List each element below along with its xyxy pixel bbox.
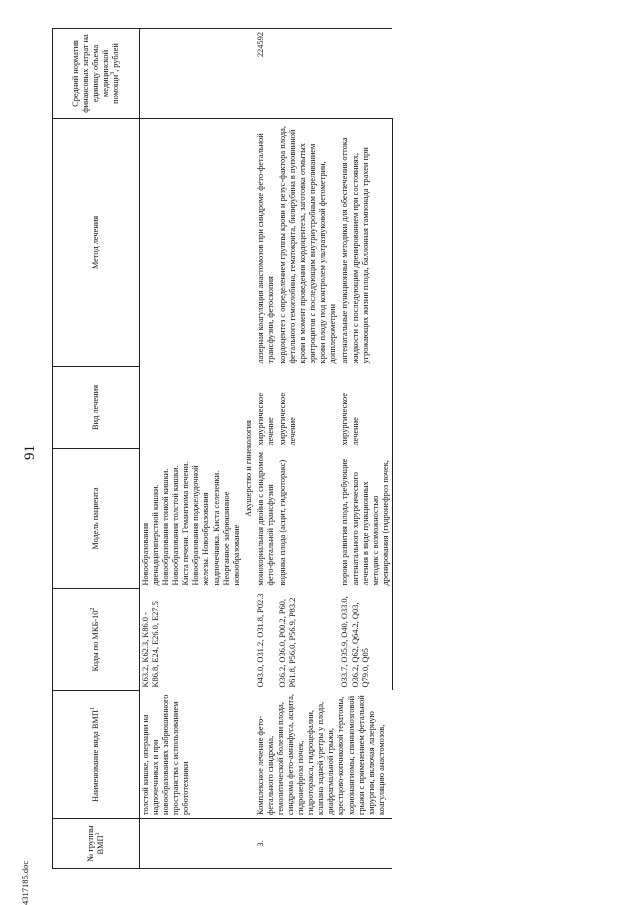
header-kind: Вид лечения: [53, 367, 140, 449]
section-row: [243, 29, 255, 869]
page-number: 91: [22, 445, 38, 460]
table-row: [140, 29, 243, 869]
cell-codes: O33.7, O35.9, O40, O33.0, O36.2, Q62, Q64.2, Q03, Q79.0, Q05: [339, 589, 392, 691]
cell-codes: K63.2, K62.3, K86.0 - K86.8, E24, E26.0, E27.5: [141, 601, 161, 688]
header-row: [53, 29, 140, 869]
header-codes: Коды по МКБ-$10^2$: [53, 589, 140, 691]
cell-codes: O36.2, O36.0, P00.2, P60, P61.8, P56.0, P56.9, P83.2: [278, 597, 298, 688]
cell-kind: хирургическое лечение: [255, 392, 275, 446]
table-row: [255, 29, 277, 869]
cell-model: пороки развития плода, требующие антенатального хирургического лечения в виде пункционных методик с возможностью дренирования (гидронефроз почек,: [339, 449, 392, 589]
cell-model: водянка плода (асцит, гидроторакс): [278, 459, 288, 586]
cell-kind: хирургическое лечение: [278, 392, 298, 446]
cell-model: монохориальная двойня с синдромом фето-фетальной трансфузии: [255, 452, 275, 586]
header-group-no: № группы ВМП$^1$: [53, 819, 140, 869]
header-norm: Средний норматив финансовых затрат на единицу объема медицинской помощи$^3$, рублей: [53, 29, 140, 119]
header-method: Метод лечения: [53, 119, 140, 367]
cell-method: антенатальные пункционные методики для обеспечения оттока жидкости с последующим дренированием при состояниях, угрожающих жизни плода, баллонная тампонада трахеи при: [339, 119, 392, 367]
cell-kind: хирургическое лечение: [339, 367, 392, 449]
file-name: 4317185.doc: [20, 860, 30, 905]
cell-number: 3.: [255, 819, 393, 869]
cell-model: Новообразования двенадцатиперстной кишки. Новообразования тонкой кишки. Новообразования толстой кишки. Киста печени. Гемангиома печени. Новообразования поджелудочной железы. Новообразования надпочечника. Киста селезенки. Неорганное забрюшинное новообразование: [141, 461, 241, 586]
section-title: Акушерство и гинекология: [243, 420, 253, 517]
vmp-table: [52, 28, 393, 869]
cell-price: 224592: [255, 29, 393, 119]
cell-codes: O43.0, O31.2, O31.8, P02.3: [255, 593, 265, 688]
cell-name: Комплексное лечение фето-фетального синдрома, гемолитической болезни плода, синдрома фето-амнифуса, асцита, гидронефроза почек, гидроторакса, гидроцефалии, клапана задней уретры у плода, диафрагмальной грыжи, крестцово-копчиковой тератомы, хорионангиомы, спинномозговой грыжи с применением фетальной хирургии, включая лазерную коагуляцию анастомозов,: [255, 694, 386, 815]
cell-method: лазерная коагуляция анастомозов при синдроме фето-фетальной трансфузии, фетоскопия: [255, 133, 275, 364]
cell-method: кордоцентез с определением группы крови и резус-фактора плода, фетального гемоглобина, гематокрита, билирубина в пуповинной крови в момент проведения кордоцентеза, заготовка отмытых эритроцитов с последующим внутриутробным переливанием крови плоду под контролем ультразвуковой фетометрии, допплерометрии: [278, 126, 338, 364]
header-model: Модель пациента: [53, 449, 140, 589]
cell-name: толстой кишке, операции на надпочечниках и при новообразованиях забрюшинного пространства с использованием робототехники: [141, 694, 191, 815]
header-name: Наименование вида ВМП$^1$: [53, 691, 140, 819]
